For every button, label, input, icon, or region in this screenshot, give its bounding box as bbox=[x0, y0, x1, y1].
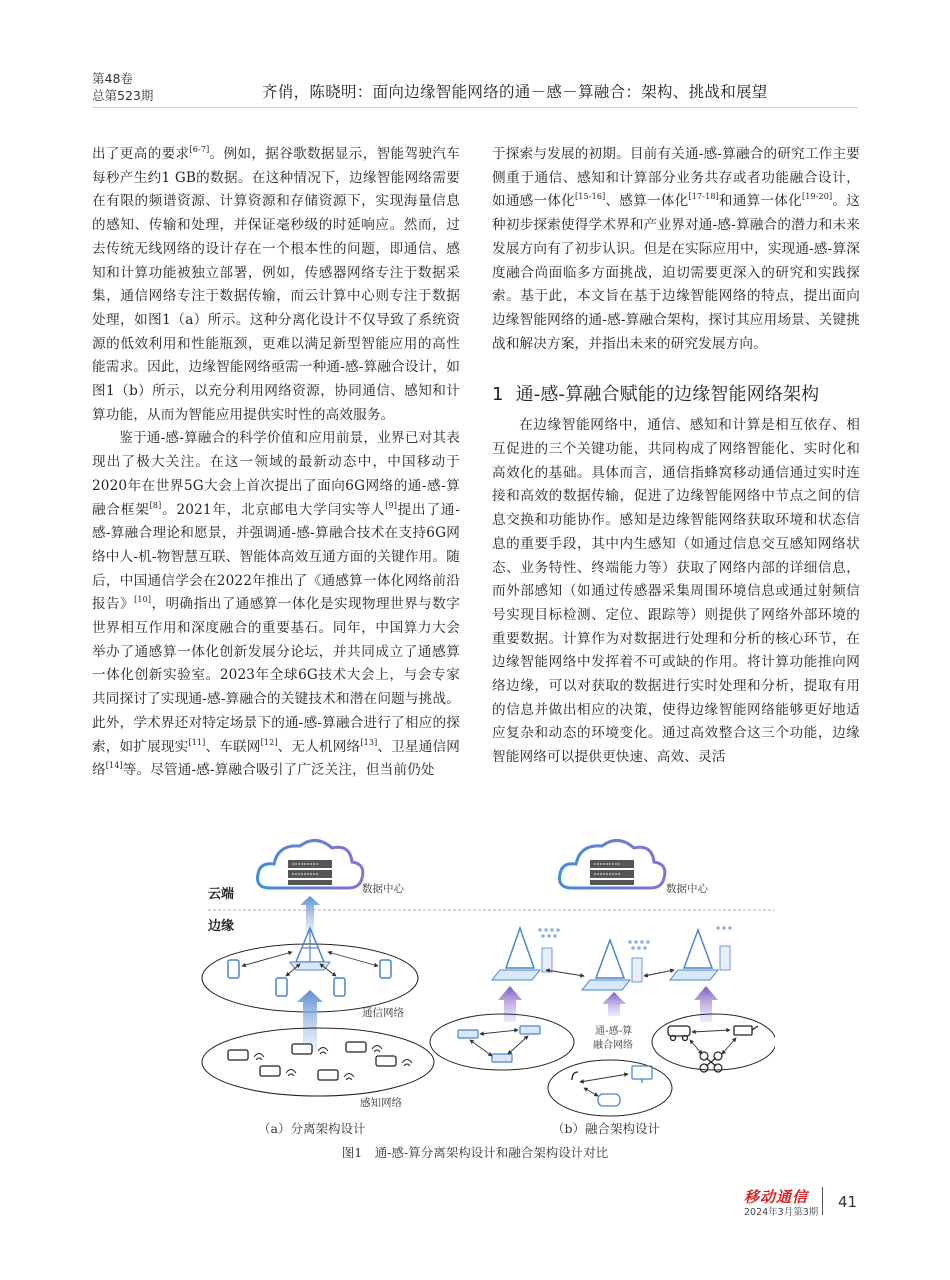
cluster-links bbox=[690, 1030, 736, 1054]
paragraph: 出了更高的要求[6-7]。例如，据谷歌数据显示，智能驾驶汽车每秒产生约1 GB的数据。在这种情况下，边缘智能网络需要在有限的频谱资源、计算资源和存储资源下，实现海量信息的感知、传输和处理，并保证毫秒级的时延响应。然而，过去传统无线网络的设计存在一个根本性的问题，即通信、感知和计算功能被独立部署，例如，传感器网络专注于数据采集，通信网络专注于数据传输，而云计算中心则专注于数据处理，如图1（a）所示。这种分离化设计不仅导致了系统资源的低效利用和性能瓶颈，更难以满足新型智能应用的高性能需求。因此，边缘智能网络亟需一种通-感-算融合设计，如图1（b）所示，以充分利用网络资源，协同通信、感知和计算功能，从而为智能应用提供实时性的高效服务。 bbox=[92, 145, 460, 423]
fusion-label-2: 融合网络 bbox=[593, 1040, 633, 1051]
sensor-icon bbox=[228, 1042, 396, 1080]
monitor-icon bbox=[632, 1066, 652, 1083]
paragraph: 鉴于通-感-算融合的科学价值和应用前景，业界已对其表现出了极大关注。在这一领域的最新动态中，中国移动于2020年在世界5G大会上首次提出了面向6G网络的通-感-算融合框架[8]。2021年，北京邮电大学闫实等人[9]提出了通-感-算融合理论和愿景，并强调通-感-算融合技术在支持6G网络中人-机-物智慧互联、智能体高效互通方面的关键作用。随后，中国通信学会在2022年推出了《通感算一体化网络前沿报告》[10]，明确指出了通感算一体化是实现物理世界与数字世界相互作用和深度融合的重要基石。同年，中国算力大会举办了通感算一体化创新发展分论坛，并共同成立了通感算一体化创新实验室。2023年全球6G技术大会上，与会专家共同探讨了实现通-感-算融合的关键技术和潜在问题与挑战。此外，学术界还对特定场景下的通-感-算融合进行了相应的探索，如扩展现实[11]、车联网[12]、无人机网络[13]、卫星通信网络[14]等。尽管通-感-算融合吸引了广泛关注，但当前仍处 bbox=[92, 430, 460, 779]
fusion-label-1: 通-感-算 bbox=[595, 1026, 633, 1037]
data-dots bbox=[538, 926, 732, 950]
citation[interactable]: [14] bbox=[105, 761, 123, 771]
page-number: 41 bbox=[838, 1193, 858, 1211]
citation[interactable]: [12] bbox=[260, 737, 278, 747]
gamepad-icon bbox=[598, 1094, 620, 1106]
running-title: 齐俏，陈晓明：面向边缘智能网络的通－感－算融合：架构、挑战和展望 bbox=[262, 83, 768, 101]
fusion-uplink-arrow bbox=[602, 992, 626, 1016]
section-heading bbox=[492, 382, 860, 408]
datacenter-label-a: 数据中心 bbox=[362, 883, 404, 895]
camera-icon bbox=[734, 1026, 758, 1035]
issue-info bbox=[92, 70, 153, 104]
edge-links bbox=[546, 970, 674, 976]
citation[interactable]: [9] bbox=[385, 500, 397, 510]
citation[interactable]: [15-16] bbox=[575, 192, 606, 202]
drone-icon bbox=[700, 1052, 722, 1072]
fusion-uplink-arrow bbox=[498, 986, 522, 1022]
issue-date: 2024年3月第3期 bbox=[744, 1207, 819, 1218]
volume-label: 第48卷 bbox=[92, 71, 133, 86]
sensing-uplink-arrow bbox=[297, 990, 323, 1052]
router-icon bbox=[458, 1026, 540, 1062]
right-column bbox=[492, 143, 860, 770]
citation[interactable]: [10] bbox=[134, 595, 152, 605]
car-icon bbox=[668, 1026, 690, 1041]
server-icon bbox=[590, 860, 634, 885]
section-number: 1 bbox=[492, 384, 504, 406]
sensing-network-ellipse bbox=[202, 1028, 434, 1096]
edge-node-icon bbox=[670, 930, 730, 980]
fusion-uplink-arrow bbox=[694, 986, 718, 1022]
datacenter-label-b: 数据中心 bbox=[666, 883, 708, 895]
header-divider bbox=[92, 107, 858, 108]
cluster-links bbox=[470, 1030, 528, 1056]
figure-caption: 图1 通-感-算分离架构设计和融合架构设计对比 bbox=[341, 1145, 609, 1160]
cluster-links bbox=[580, 1074, 628, 1096]
fusion-cluster bbox=[652, 1014, 775, 1070]
earphone-icon bbox=[572, 1072, 578, 1080]
subfigure-a-label: （a）分离架构设计 bbox=[258, 1121, 366, 1136]
base-station-icon bbox=[290, 928, 330, 970]
citation[interactable]: [8] bbox=[149, 500, 162, 510]
citation[interactable]: [13] bbox=[360, 737, 378, 747]
fusion-cluster bbox=[548, 1060, 672, 1116]
citation[interactable]: [11] bbox=[188, 737, 206, 747]
subfigure-b-label: （b）融合架构设计 bbox=[552, 1121, 661, 1136]
section-title: 通-感-算融合赋能的边缘智能网络架构 bbox=[515, 384, 820, 406]
paragraph: 于探索与发展的初期。目前有关通-感-算融合的研究工作主要侧重于通信、感知和计算部分业务共存或者功能融合设计，如通感一体化[15-16]、感算一体化[17-18]和通算一体化[19-20]。这种初步探索使得学术界和产业界对通-感-算融合的潜力和未来发展方向有了初步认识。但是在实际应用中，实现通-感-算深度融合尚面临多方面挑战，迫切需要更深入的研究和实践探索。基于此，本文旨在基于边缘智能网络的特点，提出面向边缘智能网络的通-感-算融合架构，探讨其应用场景、关键挑战和解决方案，并指出未来的研究发展方向。 bbox=[492, 146, 860, 352]
citation[interactable]: [17-18] bbox=[688, 192, 719, 202]
left-column bbox=[92, 143, 460, 783]
footer-divider bbox=[822, 1187, 823, 1215]
edge-label: 边缘 bbox=[208, 919, 235, 934]
comm-network-label: 通信网络 bbox=[362, 1007, 404, 1019]
server-icon bbox=[288, 860, 332, 885]
sensing-network-label: 感知网络 bbox=[360, 1097, 402, 1109]
cloud-label: 云端 bbox=[208, 887, 235, 902]
paragraph: 在边缘智能网络中，通信、感知和计算是相互依存、相互促进的三个关键功能，共同构成了网络智能化、实时化和高效化的基础。具体而言，通信指蜂窝移动通信通过实时连接和高效的数据传输，促进了边缘智能网络中节点之间的信息交换和功能协作。感知是边缘智能网络获取环境和状态信息的重要手段，其中内生感知（如通过信息交互感知网络状态、业务特性、终端能力等）获取了网络内部的详细信息，而外部感知（如通过传感器采集周围环境信息或通过射频信号实现目标检测、定位、跟踪等）则提供了网络外部环境的重要数据。计算作为对数据进行处理和分析的核心环节，在边缘智能网络中发挥着不可或缺的作用。将计算功能推向网络边缘，可以对获取的数据进行实时处理和分析，提取有用的信息并做出相应的决策，使得边缘智能网络能够更好地适应复杂和动态的环境变化。通过高效整合这三个功能，边缘智能网络可以提供更快速、高效、灵活 bbox=[492, 417, 860, 766]
journal-logo: 移动通信 bbox=[744, 1188, 809, 1206]
citation[interactable]: [6-7] bbox=[189, 145, 210, 154]
issue-label: 总第523期 bbox=[92, 88, 154, 103]
citation[interactable]: [19-20] bbox=[801, 192, 833, 202]
figure-1 bbox=[200, 830, 775, 1130]
